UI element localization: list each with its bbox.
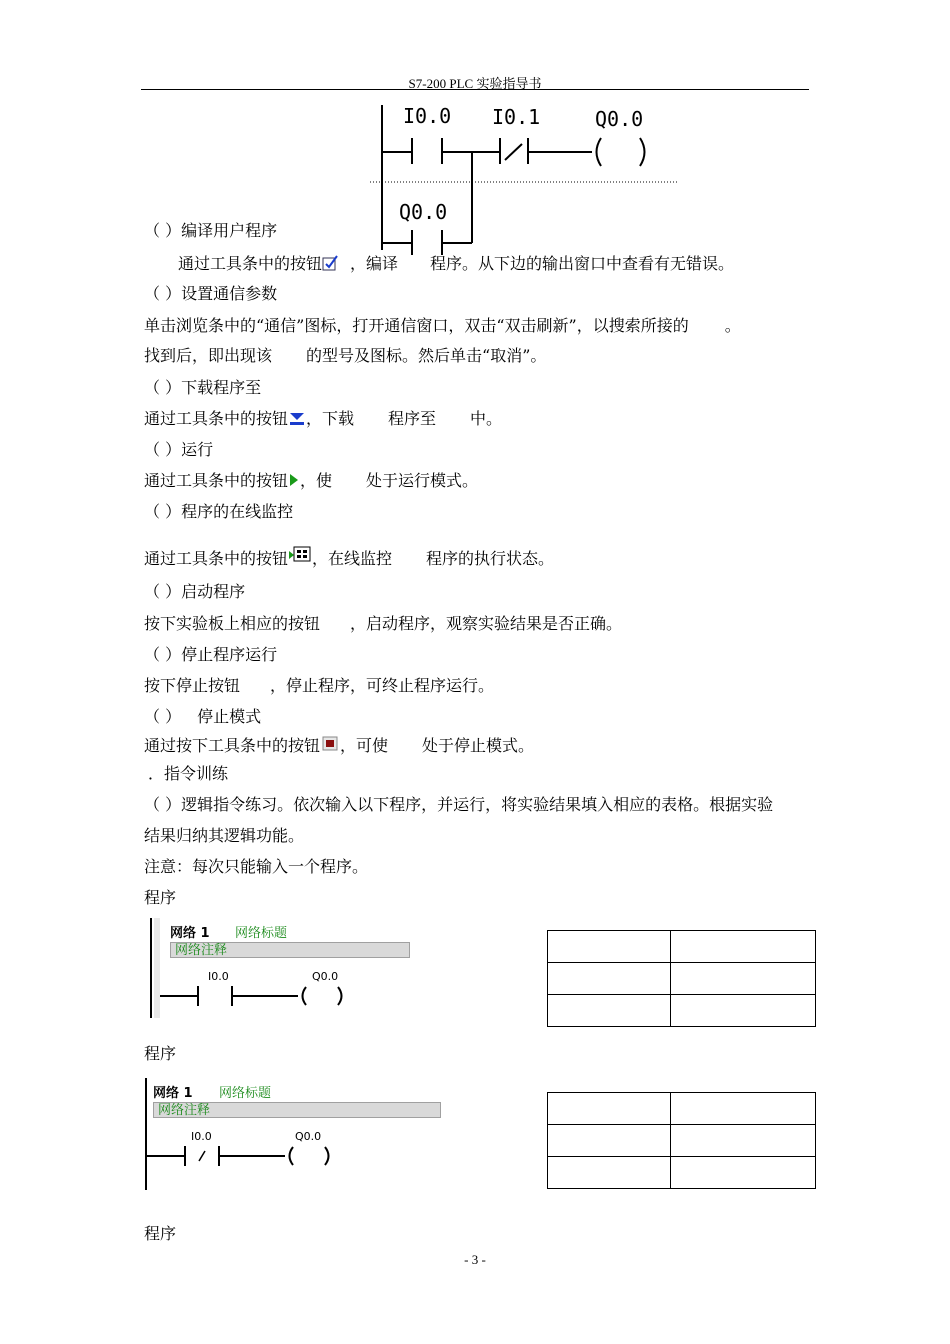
monitor-text [144,545,554,572]
network-1-coil-label: Q0.0 [312,970,339,983]
table-cell[interactable] [671,1093,816,1125]
network-2-caption: 网络标题 [219,1086,272,1101]
monitor-text-part-a: 通过工具条中的按钮 [144,549,289,568]
logic-text-1: （ ）逻辑指令练习。依次输入以下程序，并运行，将实验结果填入相应的表格。根据实验 [144,795,774,814]
network-2-screenshot [145,1078,445,1192]
compile-icon [322,254,340,277]
stopmode-heading-part-a: （ ） [144,707,182,726]
table-cell[interactable] [671,931,816,963]
stop-text-part-a: 按下停止按钮 [144,676,241,695]
table-cell[interactable] [671,1157,816,1189]
comm-text-2 [144,346,546,366]
run-text-part-c: 处于运行模式。 [366,471,479,490]
start-text-part-b: ，启动程序，观察实验结果是否正确。 [350,614,623,633]
network-1-caption: 网络标题 [235,926,288,941]
download-text-part-d: 中。 [470,409,503,428]
monitor-heading: （ ）程序的在线监控 [144,502,294,521]
stop-heading: （ ）停止程序运行 [144,645,278,664]
table-row [548,963,816,995]
result-table-1 [547,930,816,1027]
table-cell[interactable] [548,1093,671,1125]
network-2-title: 网络 1 [153,1086,193,1101]
run-text [144,471,478,494]
network-2-contact-label: I0.0 [191,1130,212,1143]
stop-text [144,676,494,696]
compile-text-part-a: 通过工具条中的按钮 [178,254,323,273]
network-2-coil-label: Q0.0 [295,1130,322,1143]
network-1-comment: 网络注释 [170,942,410,958]
program-label-3: 程序 [144,1224,177,1243]
start-text-part-a: 按下实验板上相应的按钮 [144,614,321,633]
stopmode-text-part-c: 处于停止模式。 [422,736,535,755]
table-cell[interactable] [671,995,816,1027]
run-heading: （ ）运行 [144,440,214,459]
download-text-part-b: ，下载 [306,409,355,428]
network-1-rung [160,984,360,1008]
note-text: 注意：每次只能输入一个程序。 [144,857,369,876]
comm-text-2-part-a: 找到后，即出现该 [144,346,273,365]
run-text-part-b: ，使 [300,471,333,490]
monitor-icon [288,545,312,572]
comm-heading: （ ）设置通信参数 [144,284,278,303]
table-cell[interactable] [548,1157,671,1189]
table-row [548,1093,816,1125]
table-cell[interactable] [548,963,671,995]
table-cell[interactable] [548,995,671,1027]
network-1-screenshot [150,918,412,1020]
stopmode-text-part-b: ，可使 [340,736,389,755]
ladder-coil-q00-label: Q0.0 [595,107,644,131]
network-1-contact-label: I0.0 [208,970,229,983]
program-label-2: 程序 [144,1044,177,1063]
compile-text-part-c: 程序。从下边的输出窗口中查看有无错误。 [430,254,735,273]
ladder-branch-q00-label: Q0.0 [399,200,448,224]
network-2-rail [145,1078,147,1190]
start-text [144,614,622,634]
network-1-title: 网络 1 [170,926,210,941]
result-table-2 [547,1092,816,1189]
download-text-part-a: 通过工具条中的按钮 [144,409,289,428]
start-heading: （ ）启动程序 [144,582,246,601]
table-cell[interactable] [548,931,671,963]
stopmode-text [144,736,534,759]
header-title: S7-200 PLC 实验指导书 [408,76,542,91]
network-2-comment: 网络注释 [153,1102,441,1118]
stop-icon [320,736,340,759]
stopmode-heading [144,707,261,727]
stop-text-part-b: ，停止程序，可终止程序运行。 [270,676,495,695]
program-label-1: 程序 [144,888,177,907]
stopmode-heading-part-b: 停止模式 [197,707,262,726]
logic-text-2: 结果归纳其逻辑功能。 [144,826,305,845]
monitor-text-part-c: 程序的执行状态。 [426,549,555,568]
table-row [548,931,816,963]
run-text-part-a: 通过工具条中的按钮 [144,471,289,490]
compile-text [178,254,734,277]
table-row [548,1125,816,1157]
download-heading: （ ）下载程序至 [144,378,262,397]
comm-text-1-part-b: 。 [724,316,741,335]
ladder-contact-i01-label: I0.1 [492,105,541,129]
table-row [548,1157,816,1189]
comm-text-2-part-b: 的型号及图标。然后单击“取消”。 [306,346,547,365]
compile-text-part-b: ，编译 [350,254,399,273]
download-icon [288,411,306,432]
training-heading: ．指令训练 [148,764,229,783]
table-row [548,995,816,1027]
run-icon [288,473,300,494]
network-2-rung [147,1144,347,1168]
comm-text-1 [144,316,741,336]
download-text [144,409,502,432]
monitor-text-part-b: ，在线监控 [312,549,393,568]
comm-text-1-part-a: 单击浏览条中的“通信”图标，打开通信窗口，双击“双击刷新”，以搜索所接的 [144,316,689,335]
page-number: - 3 - [464,1252,486,1267]
header-rule [141,89,809,90]
stopmode-text-part-a: 通过按下工具条中的按钮 [144,736,321,755]
network-1-rail [150,918,152,1018]
table-cell[interactable] [671,963,816,995]
compile-heading: （ ）编译用户程序 [144,221,278,240]
table-cell[interactable] [548,1125,671,1157]
table-cell[interactable] [671,1125,816,1157]
download-text-part-c: 程序至 [388,409,437,428]
ladder-contact-i00-label: I0.0 [403,104,452,128]
